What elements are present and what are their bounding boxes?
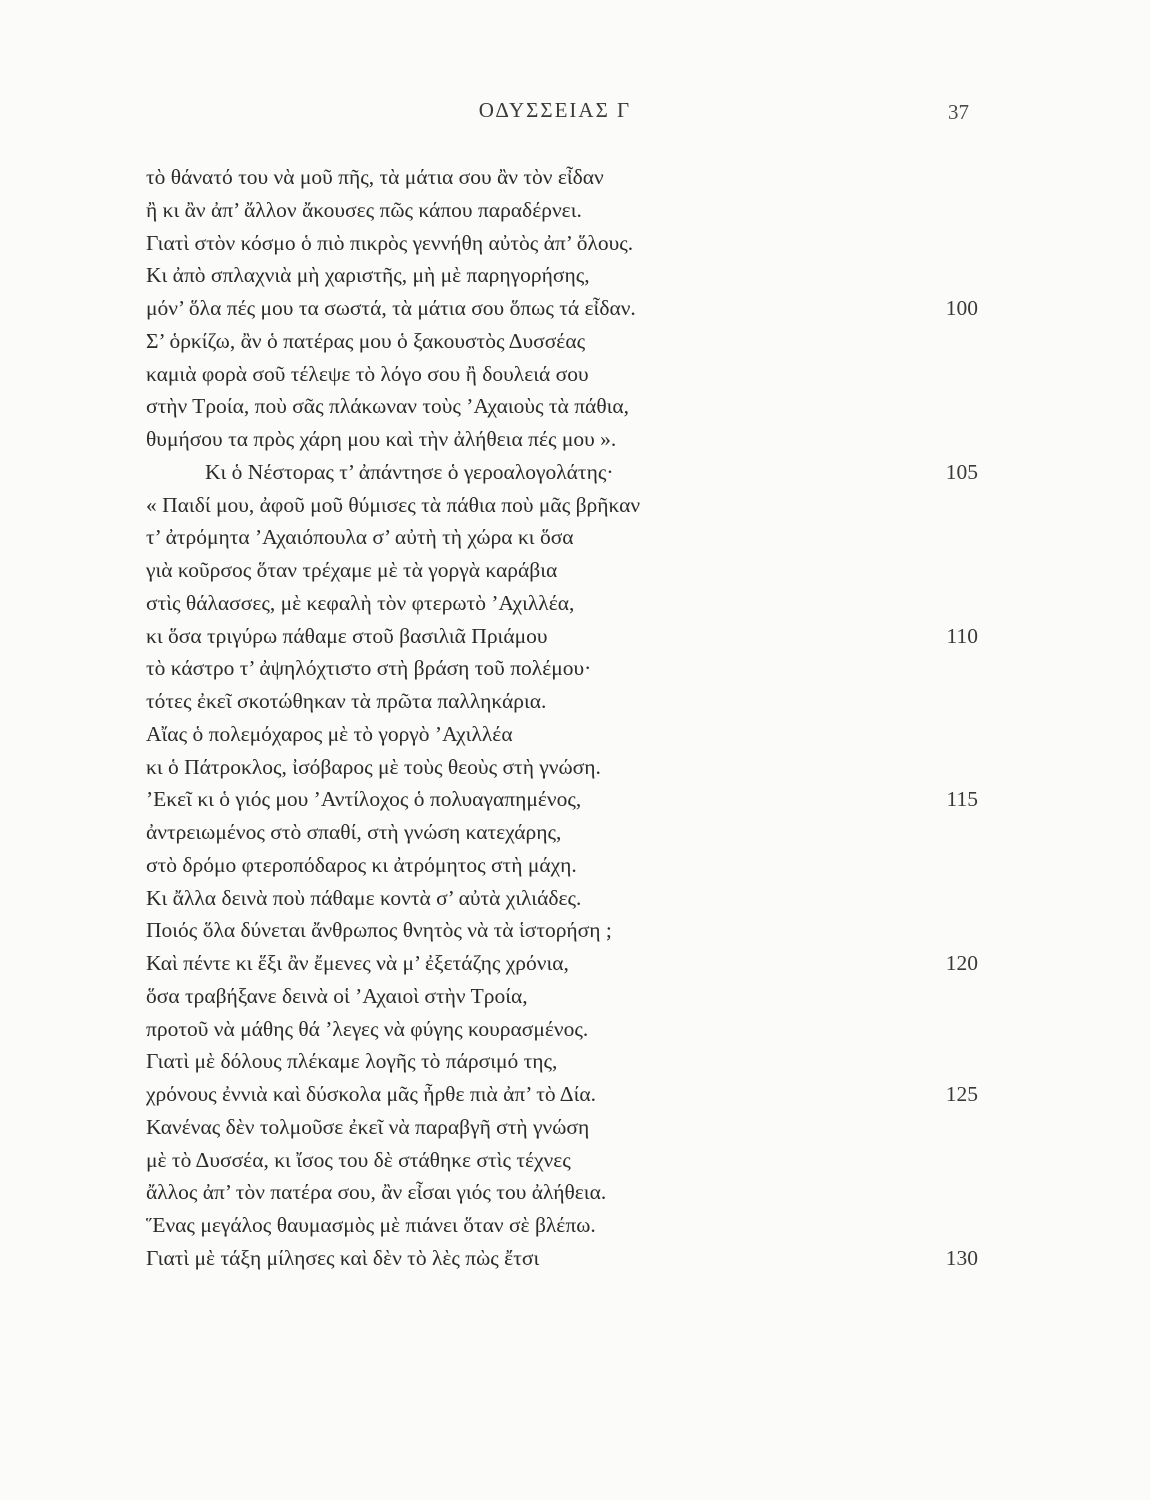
page-number: 37 — [948, 100, 969, 124]
verse-line — [0, 947, 1150, 980]
verse-line — [0, 783, 1150, 816]
verse-line — [0, 292, 1150, 325]
verse-line — [0, 751, 1150, 784]
verse-text: στὸ δρόμο φτεροπόδαρος κι ἀτρόμητος στὴ μάχη. — [146, 852, 577, 877]
verse-text: κι ὁ Πάτροκλος, ἰσόβαρος μὲ τοὺς θεοὺς στὴ γνώση. — [146, 754, 601, 779]
verse-line — [0, 882, 1150, 915]
verse-line — [0, 620, 1150, 653]
verse-text: τὸ θάνατό του νὰ μοῦ πῆς, τὰ μάτια σου ἂν τὸν εἶδαν — [146, 165, 604, 189]
verse-text: κι ὅσα τριγύρω πάθαμε στοῦ βασιλιᾶ Πριάμου — [146, 623, 548, 648]
verse-line — [0, 358, 1150, 391]
verse-line — [0, 587, 1150, 620]
verse-text: τότες ἐκεῖ σκοτώθηκαν τὰ πρῶτα παλληκάρια. — [146, 689, 547, 713]
running-title: ΟΔΥΣΣΕΙΑΣ Γ — [478, 98, 632, 122]
verse-text: τ’ ἀτρόμητα ’Αχαιόπουλα σ’ αὐτὴ τὴ χώρα κι ὅσα — [146, 525, 574, 550]
verse-text: στὶς θάλασσες, μὲ κεφαλὴ τὸν φτερωτὸ ’Αχιλλέα, — [146, 590, 575, 615]
verse-text: ἀντρειωμένος στὸ σπαθί, στὴ γνώση κατεχάρης, — [146, 820, 562, 844]
verse-line — [0, 456, 1150, 489]
verse-line — [0, 652, 1150, 685]
verse-text: Κι ἄλλα δεινὰ ποὺ πάθαμε κοντὰ σ’ αὐτὰ χιλιάδες. — [146, 885, 582, 910]
verse-text: μόν’ ὅλα πές μου τα σωστά, τὰ μάτια σου ὅπως τά εἶδαν. — [146, 296, 636, 320]
verse-line — [0, 1045, 1150, 1078]
verse-line — [0, 1013, 1150, 1046]
verse-text: Γιατὶ στὸν κόσμο ὁ πιὸ πικρὸς γεννήθη αὐτὸς ἀπ’ ὅλους. — [146, 230, 634, 255]
verse-number: 130 — [945, 1245, 978, 1270]
verse-line — [0, 227, 1150, 260]
verse-line — [0, 685, 1150, 718]
verse-line — [0, 161, 1150, 194]
verse-text: θυμήσου τα πρὸς χάρη μου καὶ τὴν ἀλήθεια πές μου ». — [146, 427, 617, 451]
verse-text: στὴν Τροία, ποὺ σᾶς πλάκωναν τοὺς ’Αχαιοὺς τὰ πάθια, — [146, 394, 630, 419]
verse-number: 100 — [945, 296, 978, 320]
verse-text: Κι ἀπὸ σπλαχνιὰ μὴ χαριστῆς, μὴ μὲ παρηγορήσης, — [146, 263, 590, 288]
verse-text: μὲ τὸ Δυσσέα, κι ἴσος του δὲ στάθηκε στὶς τέχνες — [146, 1147, 571, 1172]
verse-line — [0, 980, 1150, 1013]
verse-number: 105 — [945, 459, 978, 484]
verse-text: τὸ κάστρο τ’ ἀψηλόχτιστο στὴ βράση τοῦ πολέμου· — [146, 656, 592, 681]
verse-text: Γιατὶ μὲ τάξη μίλησες καὶ δὲν τὸ λὲς πὼς ἔτσι — [146, 1245, 540, 1270]
verse-line — [0, 423, 1150, 456]
verse-block — [0, 161, 1150, 1275]
verse-number: 110 — [946, 623, 978, 648]
verse-text: προτοῦ νὰ μάθης θά ’λεγες νὰ φύγης κουρασμένος. — [146, 1016, 589, 1041]
verse-text: Ἕνας μεγάλος θαυμασμὸς μὲ πιάνει ὅταν σὲ βλέπω. — [146, 1213, 596, 1237]
verse-text: ἄλλος ἀπ’ τὸν πατέρα σου, ἂν εἶσαι γιός του ἀλήθεια. — [146, 1180, 607, 1205]
verse-line — [0, 1078, 1150, 1111]
verse-line — [0, 1242, 1150, 1275]
verse-line — [0, 489, 1150, 522]
verse-text: χρόνους ἐννιὰ καὶ δύσκολα μᾶς ἦρθε πιὰ ἀπ’ τὸ Δία. — [146, 1082, 597, 1106]
verse-line — [0, 1144, 1150, 1177]
verse-text: Καὶ πέντε κι ἕξι ἂν ἔμενες νὰ μ’ ἐξετάζης χρόνια, — [146, 951, 569, 975]
verse-text: ὅσα τραβήξανε δεινὰ οἱ ’Αχαιοὶ στὴν Τροία, — [146, 983, 528, 1008]
verse-text: « Παιδί μου, ἀφοῦ μοῦ θύμισες τὰ πάθια ποὺ μᾶς βρῆκαν — [146, 492, 641, 517]
verse-text: γιὰ κοῦρσος ὅταν τρέχαμε μὲ τὰ γοργὰ καράβια — [146, 558, 558, 582]
verse-line — [0, 554, 1150, 587]
verse-line — [0, 325, 1150, 358]
verse-number: 120 — [945, 951, 978, 975]
verse-line — [0, 390, 1150, 423]
verse-text: Κι ὁ Νέστορας τ’ ἀπάντησε ὁ γεροαλογολάτης· — [205, 459, 614, 484]
verse-text: Ποιός ὅλα δύνεται ἄνθρωπος θνητὸς νὰ τὰ ἱστορήση ; — [146, 918, 612, 943]
verse-line — [0, 1209, 1150, 1242]
verse-line — [0, 718, 1150, 751]
verse-line — [0, 849, 1150, 882]
verse-line — [0, 259, 1150, 292]
verse-number: 115 — [946, 787, 978, 812]
verse-text: ’Εκεῖ κι ὁ γιός μου ’Αντίλοχος ὁ πολυαγαπημένος, — [146, 787, 582, 812]
verse-text: Αἴας ὁ πολεμόχαρος μὲ τὸ γοργὸ ’Αχιλλέα — [146, 721, 513, 746]
verse-text: καμιὰ φορὰ σοῦ τέλεψε τὸ λόγο σου ἢ δουλειά σου — [146, 361, 589, 386]
verse-line — [0, 816, 1150, 849]
verse-line — [0, 521, 1150, 554]
verse-line — [0, 194, 1150, 227]
verse-text: ἢ κι ἂν ἀπ’ ἄλλον ἄκουσες πῶς κάπου παραδέρνει. — [146, 197, 582, 222]
verse-number: 125 — [945, 1082, 978, 1106]
verse-line — [0, 1111, 1150, 1144]
verse-text: Κανένας δὲν τολμοῦσε ἐκεῖ νὰ παραβγῆ στὴ γνώση — [146, 1114, 590, 1139]
verse-text: Σ’ ὁρκίζω, ἂν ὁ πατέρας μου ὁ ξακουστὸς Δυσσέας — [146, 328, 586, 353]
verse-line — [0, 1176, 1150, 1209]
verse-line — [0, 914, 1150, 947]
verse-text: Γιατὶ μὲ δόλους πλέκαμε λογῆς τὸ πάρσιμό της, — [146, 1049, 558, 1074]
